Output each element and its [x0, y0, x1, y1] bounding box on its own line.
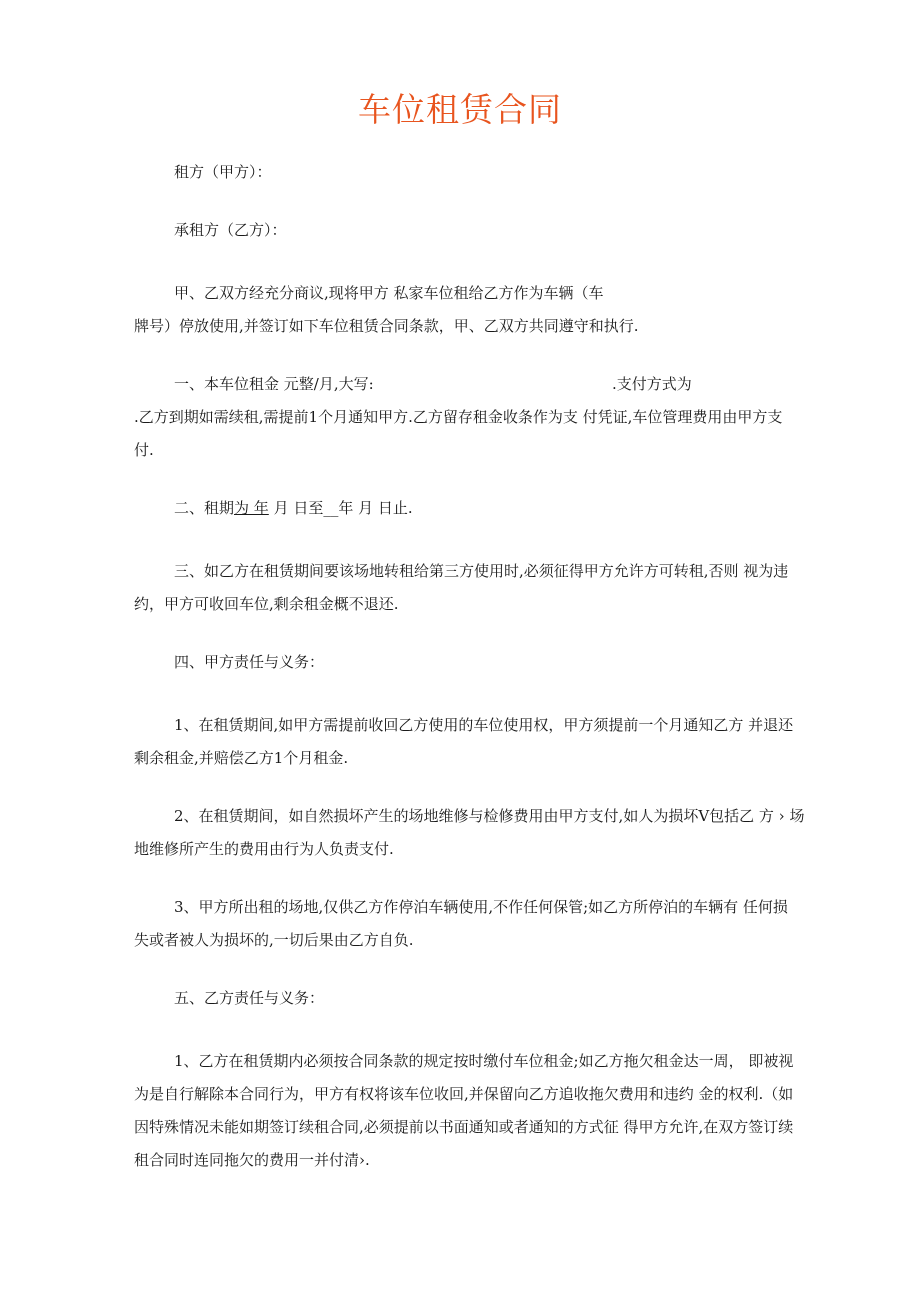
section4-item3-line-1: 3、甲方所出租的场地,仅供乙方作停泊车辆使用,不作任何保管;如乙方所停泊的车辆有 任何损 [174, 898, 788, 916]
section5-item1-line-1: 1、乙方在租赁期内必须按合同条款的规定按时缴付车位租金;如乙方拖欠租金达一周， 即被视 [174, 1052, 794, 1070]
section4-heading: 四、甲方责任与义务： [174, 653, 325, 671]
section5-item1-line-2: 为是自行解除本合同行为，甲方有权将该车位收回,并保留向乙方追收拖欠费用和违约 金的权利.（如 [134, 1085, 794, 1103]
lessee-label: 承租方（乙方）： [174, 221, 287, 239]
section1-line-3: 付. [134, 441, 154, 459]
section4-item2-line-2: 地维修所产生的费用由行为人负责支付. [134, 840, 394, 858]
section1-line-2: .乙方到期如需续租,需提前1个月通知甲方.乙方留存租金收条作为支 付凭证,车位管理费用由甲方支 [134, 408, 783, 426]
section2-lease-term [174, 498, 413, 518]
section5-item1-line-4: 租合同时连同拖欠的费用一并付清›. [134, 1151, 370, 1169]
lessor-label: 租方（甲方）： [174, 163, 272, 181]
section3-line-1: 三、如乙方在租赁期间要该场地转租给第三方使用时,必须征得甲方允许方可转租,否则 视为违 [174, 562, 789, 580]
intro-line-1: 甲、乙双方经充分商议,现将甲方 私家车位租给乙方作为车辆（车 [174, 284, 604, 302]
section1-line-1b: .支付方式为 [612, 375, 692, 393]
section1-line-1a: 一、本车位租金 元整/月,大写: [174, 375, 374, 393]
section4-item1-line-1: 1、在租赁期间,如甲方需提前收回乙方使用的车位使用权，甲方须提前一个月通知乙方 并退还 [174, 716, 794, 734]
section5-heading: 五、乙方责任与义务： [174, 989, 325, 1007]
section2-prefix: 二、租期 [174, 499, 235, 517]
intro-line-2: 牌号）停放使用,并签订如下车位租赁合同条款，甲、乙双方共同遵守和执行. [134, 317, 639, 335]
contract-title: 车位租赁合同 [358, 90, 562, 129]
section4-item2-line-1: 2、在租赁期间，如自然损坏产生的场地维修与检修费用由甲方支付,如人为损坏V包括乙 方 › 场 [174, 807, 805, 825]
section4-item3-line-2: 失或者被人为损坏的,一切后果由乙方自负. [134, 931, 414, 949]
section4-item1-line-2: 剩余租金,并赔偿乙方1个月租金. [134, 749, 349, 767]
section2-underlined: 为 年 [234, 499, 269, 517]
section5-item1-line-3: 因特殊情况未能如期签订续租合同,必须提前以书面通知或者通知的方式征 得甲方允许,在双方签订续 [134, 1118, 794, 1136]
section3-line-2: 约，甲方可收回车位,剩余租金概不退还. [134, 595, 399, 613]
section2-suffix: 月 日至__年 月 日止. [268, 499, 413, 517]
